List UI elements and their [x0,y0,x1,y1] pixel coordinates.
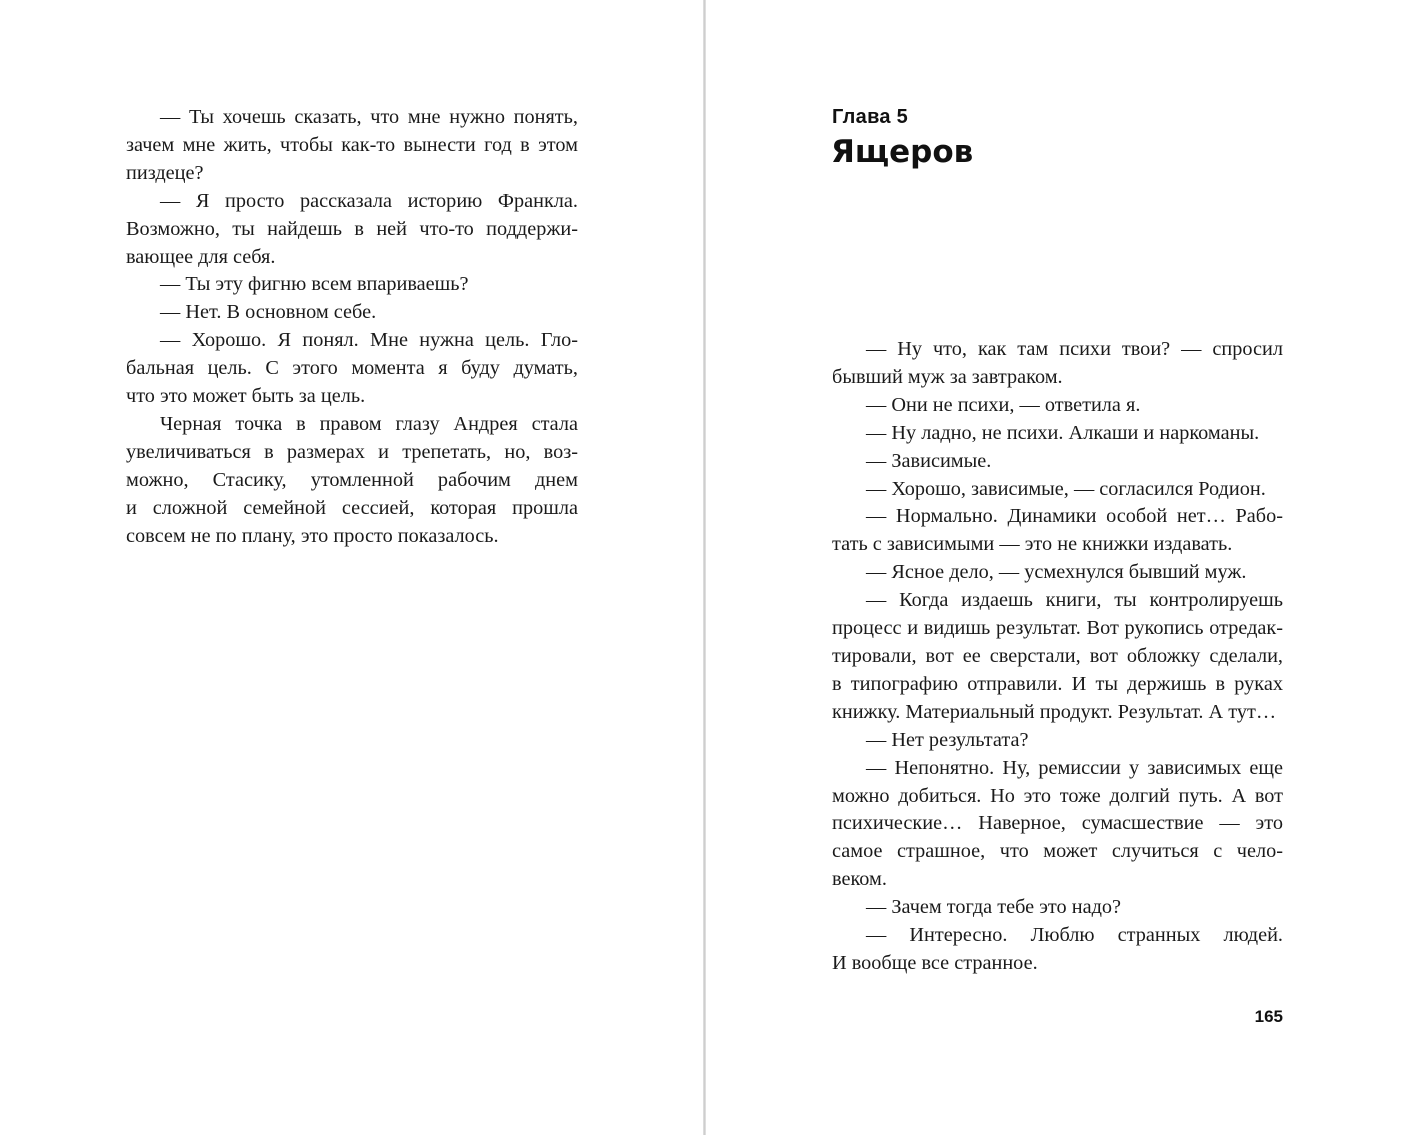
text-line: и сложной семейной сессией, которая прошла [126,496,578,519]
text-line: — Нормально. Динамики особой нет… Рабо- [866,505,1283,528]
text-line: — Ну ладно, не психи. Алкаши и наркоманы. [866,421,1260,444]
chapter-label: Глава 5 [832,106,909,128]
text-line: тать с зависимыми — это не книжки издавать. [832,533,1233,556]
text-line: И вообще все странное. [832,951,1038,974]
text-line: Возможно, ты найдешь в ней что-то поддержи- [126,217,578,240]
text-line: можно, Стасику, утомленной рабочим днем [126,468,578,491]
text-line: тировали, вот ее сверстали, вот обложку сделали, [832,644,1283,667]
text-line: — Ну что, как там психи твои? — спросил [866,338,1283,360]
text-line: бальная цель. С этого момента я буду думать, [126,357,578,380]
text-line: — Я просто рассказала историю Франкла. [160,189,578,212]
text-line: самое страшное, что может случиться с чело- [832,840,1283,863]
text-line: — Ясное дело, — усмехнулся бывший муж. [866,561,1247,584]
text-line: веком. [832,868,887,891]
text-line: — Нет результата? [866,728,1029,751]
text-line: можно добиться. Но это тоже долгий путь. А вот [832,784,1283,807]
text-line: вающее для себя. [126,245,276,268]
text-line: Черная точка в правом глазу Андрея стала [160,412,578,435]
text-line: совсем не по плану, это просто показалось. [126,524,499,547]
text-line: — Интересно. Люблю странных людей. [866,924,1283,947]
text-line: книжку. Материальный продукт. Результат. А тут… [832,700,1277,723]
left-page-text [126,104,578,551]
text-line: — Ты эту фигню всем впариваешь? [160,273,469,296]
text-line: бывший муж за завтраком. [832,365,1063,388]
text-line: — Они не психи, — ответила я. [866,393,1141,416]
text-line: — Нет. В основном себе. [160,301,377,324]
right-page-text [832,336,1283,978]
left-page [0,0,703,1135]
text-line: в типографию отправили. И ты держишь в руках [832,672,1283,695]
page-number: 165 [1254,1007,1283,1026]
text-line: процесс и видишь результат. Вот рукопись отредак- [832,617,1283,640]
text-line: пиздеце? [126,161,204,184]
text-line: зачем мне жить, чтобы как-то вынести год в этом [126,133,578,156]
right-page [706,0,1410,1135]
text-line: — Непонятно. Ну, ремиссии у зависимых еще [866,756,1283,779]
chapter-title: Ящеров [831,134,974,170]
text-line: психические… Наверное, сумасшествие — это [832,812,1283,835]
text-line: что это может быть за цель. [126,385,366,408]
text-line: увеличиваться в размерах и трепетать, но, воз- [126,440,578,463]
text-line: — Когда издаешь книги, ты контролируешь [866,589,1283,612]
text-line: — Хорошо, зависимые, — согласился Родион. [866,477,1266,500]
text-line: — Хорошо. Я понял. Мне нужна цель. Гло- [160,329,578,352]
text-line: — Зависимые. [866,449,992,472]
text-line: — Зачем тогда тебе это надо? [866,896,1122,919]
text-line: — Ты хочешь сказать, что мне нужно понять, [160,106,578,128]
